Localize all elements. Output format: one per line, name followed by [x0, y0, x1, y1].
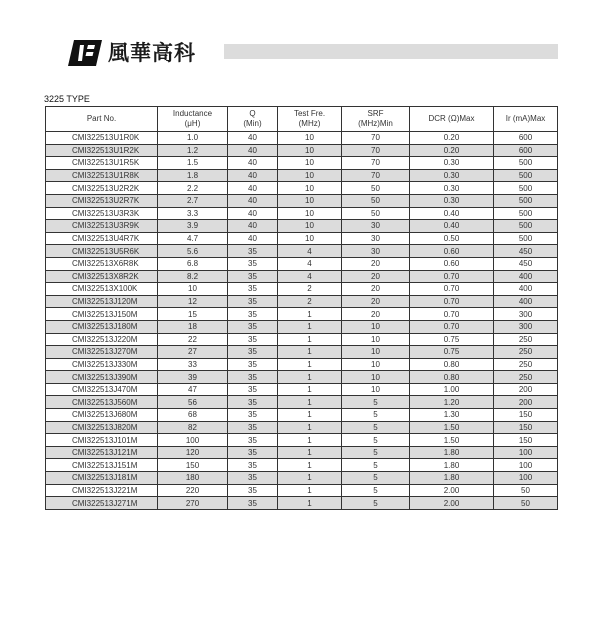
table-cell: 1 — [278, 421, 342, 434]
table-cell: 35 — [228, 270, 278, 283]
table-cell: 2.00 — [410, 497, 494, 510]
column-header — [410, 107, 494, 132]
table-cell: 1 — [278, 308, 342, 321]
table-cell: 10 — [342, 371, 410, 384]
table-cell: 0.30 — [410, 157, 494, 170]
column-header-line1: Test Fre. — [293, 109, 326, 118]
table-cell: 35 — [228, 257, 278, 270]
table-cell: 20 — [342, 270, 410, 283]
table-cell: 40 — [228, 194, 278, 207]
table-cell: 1 — [278, 409, 342, 422]
table-cell: 47 — [158, 383, 228, 396]
table-row — [46, 434, 558, 447]
table-cell: 10 — [278, 194, 342, 207]
table-cell: 40 — [228, 169, 278, 182]
table-row — [46, 194, 558, 207]
table-cell: 35 — [228, 358, 278, 371]
table-cell: 10 — [278, 207, 342, 220]
table-cell: 30 — [342, 232, 410, 245]
table-cell: 250 — [494, 358, 558, 371]
table-cell: 0.30 — [410, 169, 494, 182]
table-row — [46, 409, 558, 422]
table-cell: 4 — [278, 245, 342, 258]
table-cell: 40 — [228, 144, 278, 157]
table-cell: 5 — [342, 446, 410, 459]
table-cell: 56 — [158, 396, 228, 409]
table-cell: 1 — [278, 346, 342, 359]
table-cell: 10 — [342, 346, 410, 359]
part-number-cell: CMI322513U1R0K — [46, 132, 158, 145]
table-cell: 0.80 — [410, 358, 494, 371]
table-cell: 5 — [342, 434, 410, 447]
table-cell: 500 — [494, 194, 558, 207]
table-cell: 5 — [342, 484, 410, 497]
column-header — [228, 107, 278, 132]
part-number-cell: CMI322513U5R6K — [46, 245, 158, 258]
table-cell: 6.8 — [158, 257, 228, 270]
table-cell: 40 — [228, 220, 278, 233]
table-cell: 1.80 — [410, 459, 494, 472]
table-cell: 1.30 — [410, 409, 494, 422]
table-cell: 500 — [494, 157, 558, 170]
table-cell: 0.30 — [410, 182, 494, 195]
column-header-line1: Part No. — [86, 114, 117, 123]
table-cell: 0.50 — [410, 232, 494, 245]
table-cell: 20 — [342, 257, 410, 270]
table-row — [46, 371, 558, 384]
table-cell: 1.00 — [410, 383, 494, 396]
table-row — [46, 295, 558, 308]
page-header — [68, 40, 560, 66]
part-number-cell: CMI322513J820M — [46, 421, 158, 434]
table-row — [46, 207, 558, 220]
table-cell: 0.75 — [410, 333, 494, 346]
table-cell: 10 — [278, 169, 342, 182]
table-cell: 35 — [228, 396, 278, 409]
table-cell: 0.40 — [410, 207, 494, 220]
table-cell: 3.9 — [158, 220, 228, 233]
table-cell: 35 — [228, 371, 278, 384]
table-row — [46, 346, 558, 359]
table-cell: 33 — [158, 358, 228, 371]
table-cell: 1 — [278, 497, 342, 510]
table-cell: 70 — [342, 169, 410, 182]
table-cell: 0.20 — [410, 132, 494, 145]
table-cell: 40 — [228, 232, 278, 245]
part-number-cell: CMI322513X8R2K — [46, 270, 158, 283]
column-header-line2: (Min) — [243, 119, 262, 128]
table-row — [46, 169, 558, 182]
table-row — [46, 472, 558, 485]
table-cell: 2.2 — [158, 182, 228, 195]
table-cell: 10 — [278, 132, 342, 145]
table-row — [46, 484, 558, 497]
table-cell: 400 — [494, 295, 558, 308]
table-cell: 2.7 — [158, 194, 228, 207]
table-cell: 15 — [158, 308, 228, 321]
table-cell: 450 — [494, 257, 558, 270]
part-number-cell: CMI322513J151M — [46, 459, 158, 472]
table-row — [46, 182, 558, 195]
table-cell: 500 — [494, 207, 558, 220]
table-cell: 3.3 — [158, 207, 228, 220]
table-body — [46, 132, 558, 510]
table-cell: 0.70 — [410, 320, 494, 333]
table-cell: 50 — [494, 484, 558, 497]
part-number-cell: CMI322513J120M — [46, 295, 158, 308]
table-cell: 35 — [228, 308, 278, 321]
table-cell: 35 — [228, 346, 278, 359]
part-number-cell: CMI322513J121M — [46, 446, 158, 459]
table-cell: 1.0 — [158, 132, 228, 145]
table-row — [46, 308, 558, 321]
table-row — [46, 157, 558, 170]
table-row — [46, 220, 558, 233]
table-cell: 400 — [494, 283, 558, 296]
table-cell: 0.75 — [410, 346, 494, 359]
part-number-cell: CMI322513J150M — [46, 308, 158, 321]
part-number-cell: CMI322513U2R2K — [46, 182, 158, 195]
table-cell: 39 — [158, 371, 228, 384]
table-cell: 500 — [494, 182, 558, 195]
table-row — [46, 497, 558, 510]
table-cell: 40 — [228, 132, 278, 145]
table-cell: 50 — [342, 207, 410, 220]
table-cell: 35 — [228, 333, 278, 346]
table-cell: 82 — [158, 421, 228, 434]
table-cell: 5 — [342, 409, 410, 422]
table-cell: 12 — [158, 295, 228, 308]
table-row — [46, 383, 558, 396]
table-cell: 500 — [494, 169, 558, 182]
table-cell: 1 — [278, 333, 342, 346]
part-number-cell: CMI322513U4R7K — [46, 232, 158, 245]
table-cell: 180 — [158, 472, 228, 485]
table-cell: 20 — [342, 283, 410, 296]
table-cell: 50 — [494, 497, 558, 510]
part-number-cell: CMI322513J470M — [46, 383, 158, 396]
table-row — [46, 446, 558, 459]
table-cell: 35 — [228, 283, 278, 296]
table-cell: 1.20 — [410, 396, 494, 409]
table-cell: 0.20 — [410, 144, 494, 157]
table-cell: 35 — [228, 383, 278, 396]
inductor-spec-table — [45, 106, 558, 510]
part-number-cell: CMI322513J270M — [46, 346, 158, 359]
table-cell: 35 — [228, 497, 278, 510]
column-header-line2: (MHz)Min — [358, 119, 393, 128]
table-cell: 68 — [158, 409, 228, 422]
table-cell: 1.8 — [158, 169, 228, 182]
table-cell: 35 — [228, 459, 278, 472]
table-cell: 5 — [342, 459, 410, 472]
table-cell: 4 — [278, 257, 342, 270]
table-cell: 150 — [494, 421, 558, 434]
table-cell: 500 — [494, 232, 558, 245]
table-cell: 600 — [494, 144, 558, 157]
column-header — [494, 107, 558, 132]
table-cell: 0.70 — [410, 295, 494, 308]
table-cell: 8.2 — [158, 270, 228, 283]
table-cell: 1.80 — [410, 472, 494, 485]
table-row — [46, 257, 558, 270]
table-cell: 40 — [228, 157, 278, 170]
part-number-cell: CMI322513J220M — [46, 333, 158, 346]
table-cell: 4 — [278, 270, 342, 283]
table-cell: 10 — [342, 320, 410, 333]
table-cell: 1 — [278, 434, 342, 447]
part-number-cell: CMI322513J221M — [46, 484, 158, 497]
table-cell: 2.00 — [410, 484, 494, 497]
table-cell: 40 — [228, 182, 278, 195]
table-cell: 70 — [342, 144, 410, 157]
table-cell: 35 — [228, 245, 278, 258]
table-cell: 270 — [158, 497, 228, 510]
table-row — [46, 232, 558, 245]
table-row — [46, 245, 558, 258]
table-cell: 35 — [228, 446, 278, 459]
column-header-line2: (MHz) — [298, 119, 321, 128]
table-cell: 150 — [494, 409, 558, 422]
table-cell: 1.5 — [158, 157, 228, 170]
table-cell: 5 — [342, 396, 410, 409]
table-row — [46, 270, 558, 283]
part-number-cell: CMI322513U3R9K — [46, 220, 158, 233]
table-cell: 100 — [494, 459, 558, 472]
part-number-cell: CMI322513X6R8K — [46, 257, 158, 270]
table-cell: 1 — [278, 383, 342, 396]
table-cell: 250 — [494, 371, 558, 384]
table-cell: 1 — [278, 371, 342, 384]
table-cell: 150 — [494, 434, 558, 447]
column-header-line2: (μH) — [184, 119, 201, 128]
table-cell: 1 — [278, 358, 342, 371]
table-cell: 50 — [342, 182, 410, 195]
table-cell: 150 — [158, 459, 228, 472]
table-cell: 5 — [342, 421, 410, 434]
table-cell: 1 — [278, 459, 342, 472]
table-cell: 1 — [278, 446, 342, 459]
part-number-cell: CMI322513U3R3K — [46, 207, 158, 220]
table-row — [46, 132, 558, 145]
column-header-line1: SRF — [367, 109, 384, 118]
table-cell: 35 — [228, 434, 278, 447]
table-cell: 4.7 — [158, 232, 228, 245]
table-cell: 10 — [342, 383, 410, 396]
table-cell: 2 — [278, 283, 342, 296]
table-cell: 35 — [228, 295, 278, 308]
table-cell: 35 — [228, 320, 278, 333]
table-cell: 0.60 — [410, 257, 494, 270]
table-cell: 30 — [342, 245, 410, 258]
table-cell: 10 — [278, 157, 342, 170]
type-label: 3225 TYPE — [44, 94, 90, 104]
table-cell: 0.70 — [410, 270, 494, 283]
table-cell: 10 — [342, 333, 410, 346]
part-number-cell: CMI322513J181M — [46, 472, 158, 485]
part-number-cell: CMI322513J560M — [46, 396, 158, 409]
table-cell: 0.60 — [410, 245, 494, 258]
table-cell: 0.80 — [410, 371, 494, 384]
part-number-cell: CMI322513J390M — [46, 371, 158, 384]
table-header-row — [46, 107, 558, 132]
table-cell: 20 — [342, 308, 410, 321]
table-cell: 22 — [158, 333, 228, 346]
part-number-cell: CMI322513J330M — [46, 358, 158, 371]
table-cell: 600 — [494, 132, 558, 145]
part-number-cell: CMI322513U1R2K — [46, 144, 158, 157]
table-cell: 5.6 — [158, 245, 228, 258]
table-row — [46, 333, 558, 346]
table-cell: 0.70 — [410, 308, 494, 321]
table-cell: 10 — [278, 232, 342, 245]
table-cell: 10 — [158, 283, 228, 296]
table-cell: 0.30 — [410, 194, 494, 207]
column-header-line1: Ir (mA)Max — [505, 114, 546, 123]
table-cell: 10 — [342, 358, 410, 371]
part-number-cell: CMI322513U1R5K — [46, 157, 158, 170]
part-number-cell: CMI322513J180M — [46, 320, 158, 333]
table-cell: 400 — [494, 270, 558, 283]
part-number-cell: CMI322513U1R8K — [46, 169, 158, 182]
table-cell: 1.50 — [410, 421, 494, 434]
table-cell: 100 — [494, 446, 558, 459]
part-number-cell: CMI322513J680M — [46, 409, 158, 422]
table-cell: 220 — [158, 484, 228, 497]
table-cell: 1.2 — [158, 144, 228, 157]
table-cell: 27 — [158, 346, 228, 359]
table-row — [46, 396, 558, 409]
table-cell: 50 — [342, 194, 410, 207]
column-header-line1: DCR (Ω)Max — [428, 114, 475, 123]
table-cell: 70 — [342, 157, 410, 170]
table-cell: 30 — [342, 220, 410, 233]
table-cell: 1 — [278, 320, 342, 333]
table-cell: 10 — [278, 144, 342, 157]
table-cell: 35 — [228, 421, 278, 434]
table-cell: 40 — [228, 207, 278, 220]
table-cell: 70 — [342, 132, 410, 145]
column-header — [46, 107, 158, 132]
table-cell: 200 — [494, 383, 558, 396]
table-cell: 200 — [494, 396, 558, 409]
header-divider-bar — [224, 44, 558, 59]
table-cell: 300 — [494, 308, 558, 321]
table-cell: 20 — [342, 295, 410, 308]
table-cell: 1.80 — [410, 446, 494, 459]
table-row — [46, 459, 558, 472]
table-cell: 1 — [278, 396, 342, 409]
part-number-cell: CMI322513X100K — [46, 283, 158, 296]
table-cell: 10 — [278, 220, 342, 233]
table-cell: 1 — [278, 472, 342, 485]
table-cell: 0.70 — [410, 283, 494, 296]
table-cell: 1.50 — [410, 434, 494, 447]
table-cell: 2 — [278, 295, 342, 308]
part-number-cell: CMI322513J271M — [46, 497, 158, 510]
table-cell: 35 — [228, 484, 278, 497]
table-row — [46, 144, 558, 157]
table-row — [46, 283, 558, 296]
column-header-line1: Q — [249, 109, 256, 118]
part-number-cell: CMI322513U2R7K — [46, 194, 158, 207]
table-cell: 1 — [278, 484, 342, 497]
part-number-cell: CMI322513J101M — [46, 434, 158, 447]
table-cell: 250 — [494, 346, 558, 359]
company-logo-icon — [68, 40, 102, 66]
table-row — [46, 421, 558, 434]
table-cell: 5 — [342, 497, 410, 510]
table-row — [46, 320, 558, 333]
table-cell: 450 — [494, 245, 558, 258]
table-cell: 250 — [494, 333, 558, 346]
table-cell: 10 — [278, 182, 342, 195]
column-header — [158, 107, 228, 132]
table-cell: 5 — [342, 472, 410, 485]
column-header-line1: Inductance — [172, 109, 213, 118]
table-cell: 100 — [158, 434, 228, 447]
table-cell: 120 — [158, 446, 228, 459]
table-cell: 0.40 — [410, 220, 494, 233]
table-cell: 100 — [494, 472, 558, 485]
column-header — [342, 107, 410, 132]
table-cell: 18 — [158, 320, 228, 333]
column-header — [278, 107, 342, 132]
table-cell: 35 — [228, 472, 278, 485]
company-name: 風華高科 — [108, 41, 196, 65]
table-cell: 500 — [494, 220, 558, 233]
table-row — [46, 358, 558, 371]
table-cell: 35 — [228, 409, 278, 422]
table-cell: 300 — [494, 320, 558, 333]
